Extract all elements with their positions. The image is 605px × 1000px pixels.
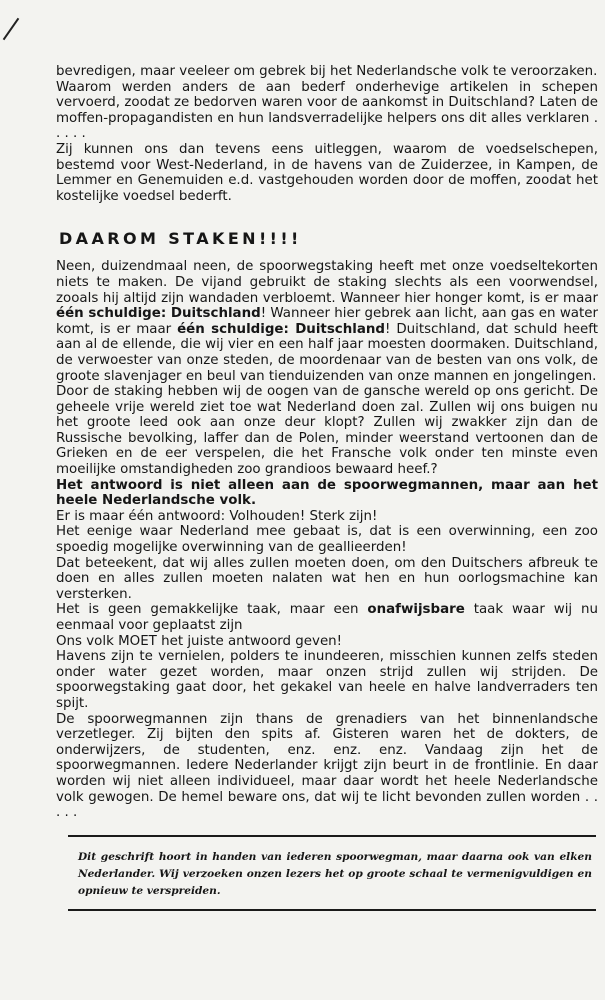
document-page — [56, 64, 598, 911]
body-paragraph-5: Het eenige waar Nederland mee gebaat is, dat is een overwinning, een zoo spoedig mogelijke overwinning van de geallieerden! — [56, 524, 598, 556]
body-paragraph-1 — [56, 259, 598, 384]
body-paragraph-6: Dat beteekent, dat wij alles zullen moeten doen, om den Duitschers afbreuk te doen en alles zullen moeten nalaten wat hen en hun oorlogsmachine kan versterken. — [56, 555, 598, 602]
text-run: Neen, duizendmaal neen, de spoorwegstaking heeft met onze voedseltekorten niets te maken. De vijand gebruikt de staking slechts als een voorwendsel, zooals hij altijd zijn wandaden verbloemt. Wanneer hier honger komt, is er maar — [56, 259, 598, 306]
text-run: ! Duitschland, dat schuld heeft aan al de ellende, die wij vier en een half jaar moesten doormaken. Duitschland, de verwoester van onze steden, de moordenaar van de besten van ons volk, de groote slavenjager en beul van tienduizenden van onze mannen en jongelingen. — [56, 321, 599, 384]
main-section — [56, 259, 598, 820]
body-paragraph-7 — [56, 602, 598, 633]
emphasis-guilty-2: één schuldige: Duitschland — [177, 321, 386, 337]
text-run: ! Wanneer hier gebrek aan licht, aan gas en water komt, is er maar — [56, 306, 598, 337]
body-paragraph-2: Door de staking hebben wij de oogen van de gansche wereld op ons gericht. De geheele vrije wereld ziet toe wat Nederland doen zal. Zullen wij ons buigen nu het groote leed ook aan onze deur klopt? Zullen wij zwakker zijn dan de Russische bevolking, laffer dan de Polen, minder weerstand vertoonen dan de Grieken en de eer verspelen, die het Fransche volk onder ten minste even moeilijke omstandigheden zoo grandioos bewaard heef.? — [56, 384, 598, 478]
body-paragraph-4: Er is maar één antwoord: Volhouden! Sterk zijn! — [56, 508, 378, 524]
emphasis-unavoidable: onafwijsbare — [367, 602, 465, 618]
divider-bottom — [68, 909, 596, 911]
intro-paragraph-2: Waarom werden anders de aan bederf onderhevige artikelen in schepen vervoerd, zoodat ze bedorven waren voor de aankomst in Duitschland? Laten de moffen-propagandisten en hun landsverradelijke helpers ons dit alles verklaren . . . . . — [56, 79, 598, 142]
footer-note: Dit geschrift hoort in handen van iederen spoorwegman, maar daarna ook van elken Nederlander. Wij verzoeken onzen lezers het op groote schaal te vermenigvuldigen en opnieuw te verspreiden. — [78, 850, 592, 897]
body-paragraph-8: Ons volk MOET het juiste antwoord geven! — [56, 633, 343, 649]
text-run: Het is geen gemakkelijke taak, maar een — [56, 602, 368, 618]
body-paragraph-3: Het antwoord is niet alleen aan de spoorwegmannen, maar aan het heele Nederlandsche volk. — [56, 477, 598, 509]
divider-top — [68, 835, 596, 837]
corner-pen-mark — [3, 18, 20, 40]
section-heading: DAAROM STAKEN!!!! — [59, 229, 302, 249]
emphasis-guilty-1: één schuldige: Duitschland — [56, 306, 261, 322]
text-run: taak waar wij nu eenmaal voor geplaatst zijn — [56, 602, 598, 633]
intro-section — [56, 64, 598, 204]
body-paragraph-9: Havens zijn te vernielen, polders te inundeeren, misschien kunnen zelfs steden onder water gezet worden, maar onzen strijd zullen wij strijden. De spoorwegstaking gaat door, het gekakel van heele en halve landverraders ten spijt. — [56, 649, 598, 711]
intro-paragraph-3: Zij kunnen ons dan tevens eens uitleggen, waarom de voedselschepen, bestemd voor West-Nederland, in de havens van de Zuiderzee, in Kampen, de Lemmer en Genemuiden e.d. vastgehouden worden door de moffen, zoodat het kostelijke voedsel bederft. — [56, 141, 598, 204]
body-paragraph-10: De spoorwegmannen zijn thans de grenadiers van het binnenlandsche verzetleger. Zij bijten den spits af. Gisteren waren het de dokters, de onderwijzers, de studenten, enz. enz. enz. Vandaag zijn het de spoorwegmannen. Iedere Nederlander krijgt zijn beurt in de frontlinie. En daar worden wij niet alleen individueel, maar daar wordt het heele Nederlandsche volk gewogen. De hemel beware ons, dat wij te licht bevonden zullen worden . . . . . — [56, 711, 598, 821]
intro-paragraph-1: bevredigen, maar veeleer om gebrek bij het Nederlandsche volk te veroorzaken. — [56, 64, 598, 79]
